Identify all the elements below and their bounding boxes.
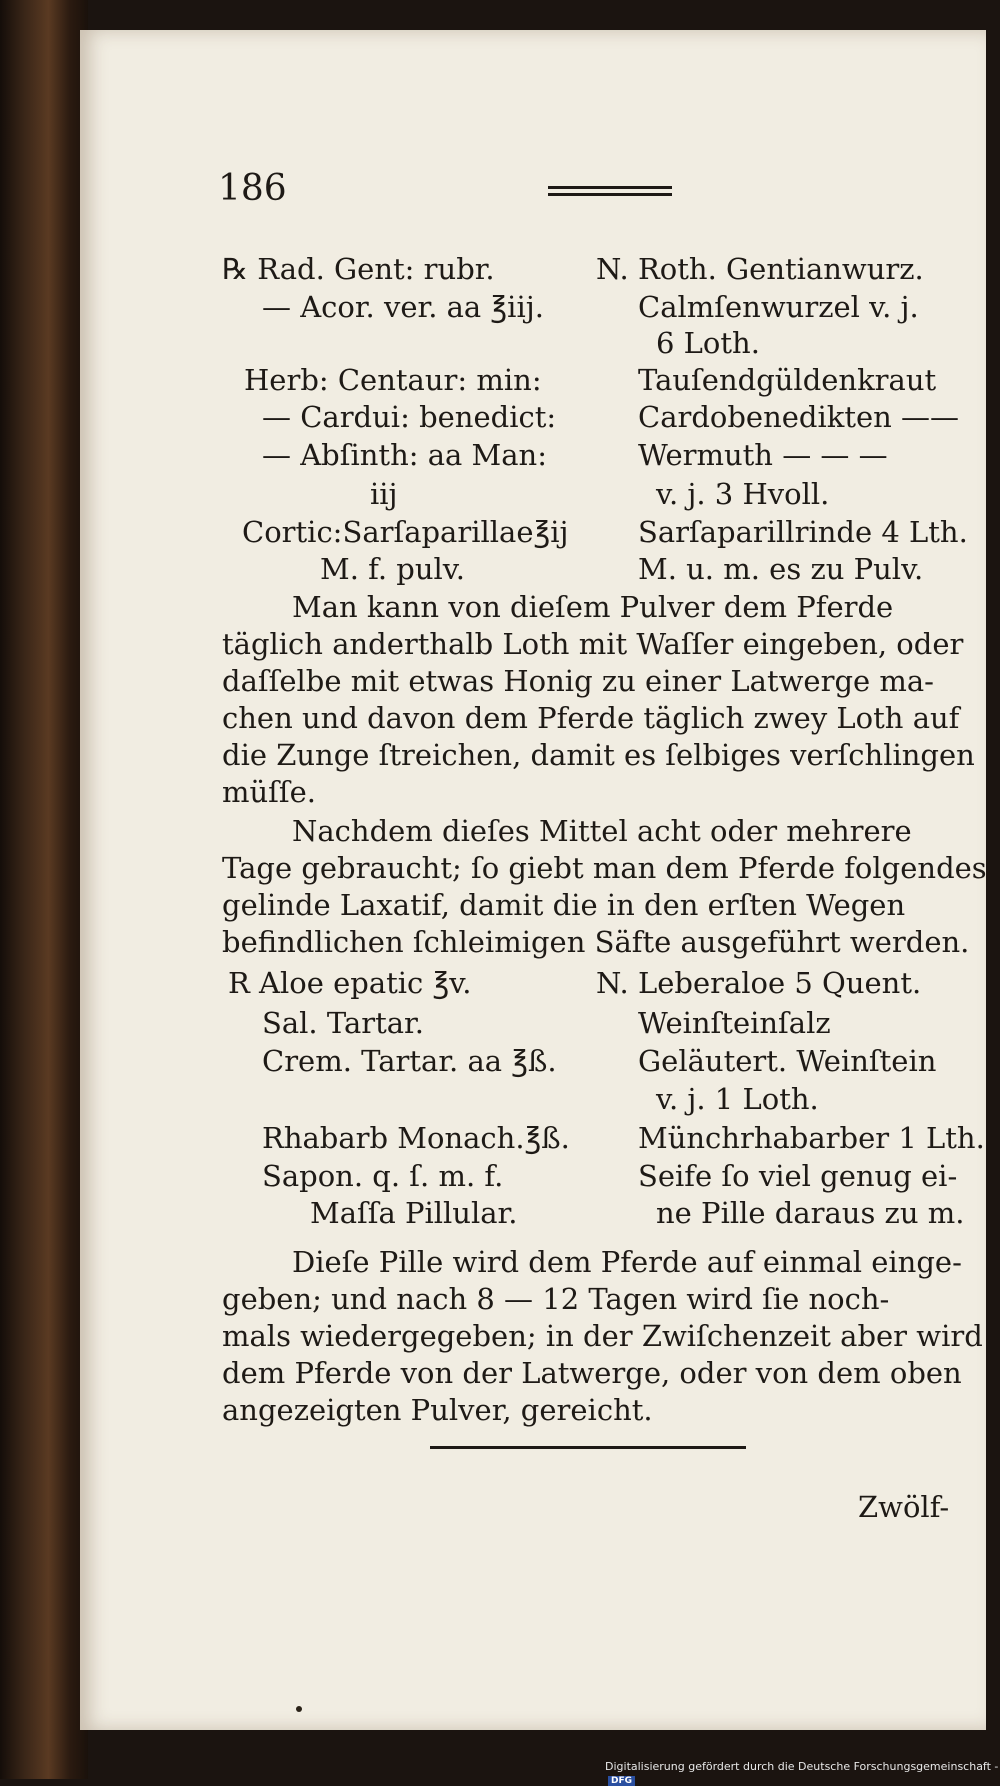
recipe1-latin-line: Cortic:Sarſaparillae℥ij <box>242 515 569 549</box>
paragraph-line: Nachdem dieſes Mittel acht oder mehrere <box>292 814 912 848</box>
recipe1-german-line: 6 Loth. <box>656 326 760 360</box>
recipe1-latin-line: Herb: Centaur: min: <box>244 363 542 397</box>
paragraph-line: daſſelbe mit etwas Honig zu einer Latwerge ma- <box>222 664 934 698</box>
recipe1-latin-line: M. f. pulv. <box>320 552 465 586</box>
recipe1-german-line: Calmſenwurzel v. j. <box>638 290 919 324</box>
recipe1-latin-line: — Acor. ver. aa ℥iij. <box>262 290 544 324</box>
paragraph-line: mals wiedergegeben; in der Zwiſchenzeit aber wird <box>222 1319 983 1353</box>
recipe2-latin-line: Crem. Tartar. aa ℥ß. <box>262 1044 557 1078</box>
recipe1-german-line: M. u. m. es zu Pulv. <box>638 552 924 586</box>
paragraph-line: befindlichen ſchleimigen Säfte ausgeführt werden. <box>222 925 970 959</box>
paragraph-line: die Zunge ſtreichen, damit es ſelbiges verſchlingen <box>222 738 975 772</box>
paragraph-line: Man kann von dieſem Pulver dem Pferde <box>292 590 894 624</box>
recipe1-latin-line: — Cardui: benedict: <box>262 400 557 434</box>
header-double-rule <box>548 186 672 198</box>
recipe2-latin-line: Sapon. q. ſ. m. f. <box>262 1159 504 1193</box>
recipe2-german-line: v. j. 1 Loth. <box>656 1082 819 1116</box>
paragraph-line: geben; und nach 8 — 12 Tagen wird ſie noch- <box>222 1282 890 1316</box>
paragraph-line: dem Pferde von der Latwerge, oder von dem oben <box>222 1356 962 1390</box>
paragraph-line: chen und davon dem Pferde täglich zwey Loth auf <box>222 701 960 735</box>
page-number: 186 <box>218 168 287 209</box>
paragraph-line: täglich anderthalb Loth mit Waſſer eingeben, oder <box>222 627 964 661</box>
recipe2-german-line: ne Pille daraus zu m. <box>656 1196 965 1230</box>
recipe1-german-line: Sarſaparillrinde 4 Lth. <box>638 515 968 549</box>
recipe1-latin-line: — Abſinth: aa Man: <box>262 438 547 472</box>
paragraph-line: Dieſe Pille wird dem Pferde auf einmal einge- <box>292 1245 962 1279</box>
recipe2-latin-line: Rhabarb Monach.℥ß. <box>262 1121 570 1155</box>
recipe1-latin-line: ℞ Rad. Gent: rubr. <box>222 252 495 286</box>
paragraph-line: Tage gebraucht; ſo giebt man dem Pferde folgendes <box>222 851 987 885</box>
paragraph-line: angezeigten Pulver, gereicht. <box>222 1393 653 1427</box>
recipe2-german-line: Münchrhabarber 1 Lth. <box>638 1121 985 1155</box>
paragraph-line: gelinde Laxatif, damit die in den erſten Wegen <box>222 888 906 922</box>
recipe1-german-line: N. Roth. Gentianwurz. <box>596 252 924 286</box>
recipe2-german-line: Weinſteinſalz <box>638 1006 831 1040</box>
recipe2-german-line: Seife ſo viel genug ei- <box>638 1159 958 1193</box>
catchword: Zwölf- <box>858 1490 950 1524</box>
closing-rule <box>430 1446 746 1449</box>
recipe1-german-line: Cardobenedikten —— <box>638 400 960 434</box>
paragraph-line: müſſe. <box>222 775 317 809</box>
recipe2-german-line: N. Leberaloe 5 Quent. <box>596 966 922 1000</box>
footer-text: Digitalisierung gefördert durch die Deutsche Forschungsgemeinschaft - <box>605 1760 999 1773</box>
book-spine <box>0 0 88 1779</box>
dfg-logo: DFG <box>608 1776 635 1786</box>
recipe1-german-line: Wermuth — — — <box>638 438 888 472</box>
recipe2-latin-line: R Aloe epatic ℥v. <box>228 966 472 1000</box>
recipe2-latin-line: Maſſa Pillular. <box>310 1196 518 1230</box>
recipe1-german-line: Tauſendgüldenkraut <box>638 363 937 397</box>
recipe1-latin-line: iij <box>370 477 398 511</box>
recipe2-german-line: Geläutert. Weinſtein <box>638 1044 937 1078</box>
ink-speck <box>296 1706 302 1712</box>
digitization-footer <box>605 1760 1000 1786</box>
recipe1-german-line: v. j. 3 Hvoll. <box>656 477 830 511</box>
recipe2-latin-line: Sal. Tartar. <box>262 1006 424 1040</box>
